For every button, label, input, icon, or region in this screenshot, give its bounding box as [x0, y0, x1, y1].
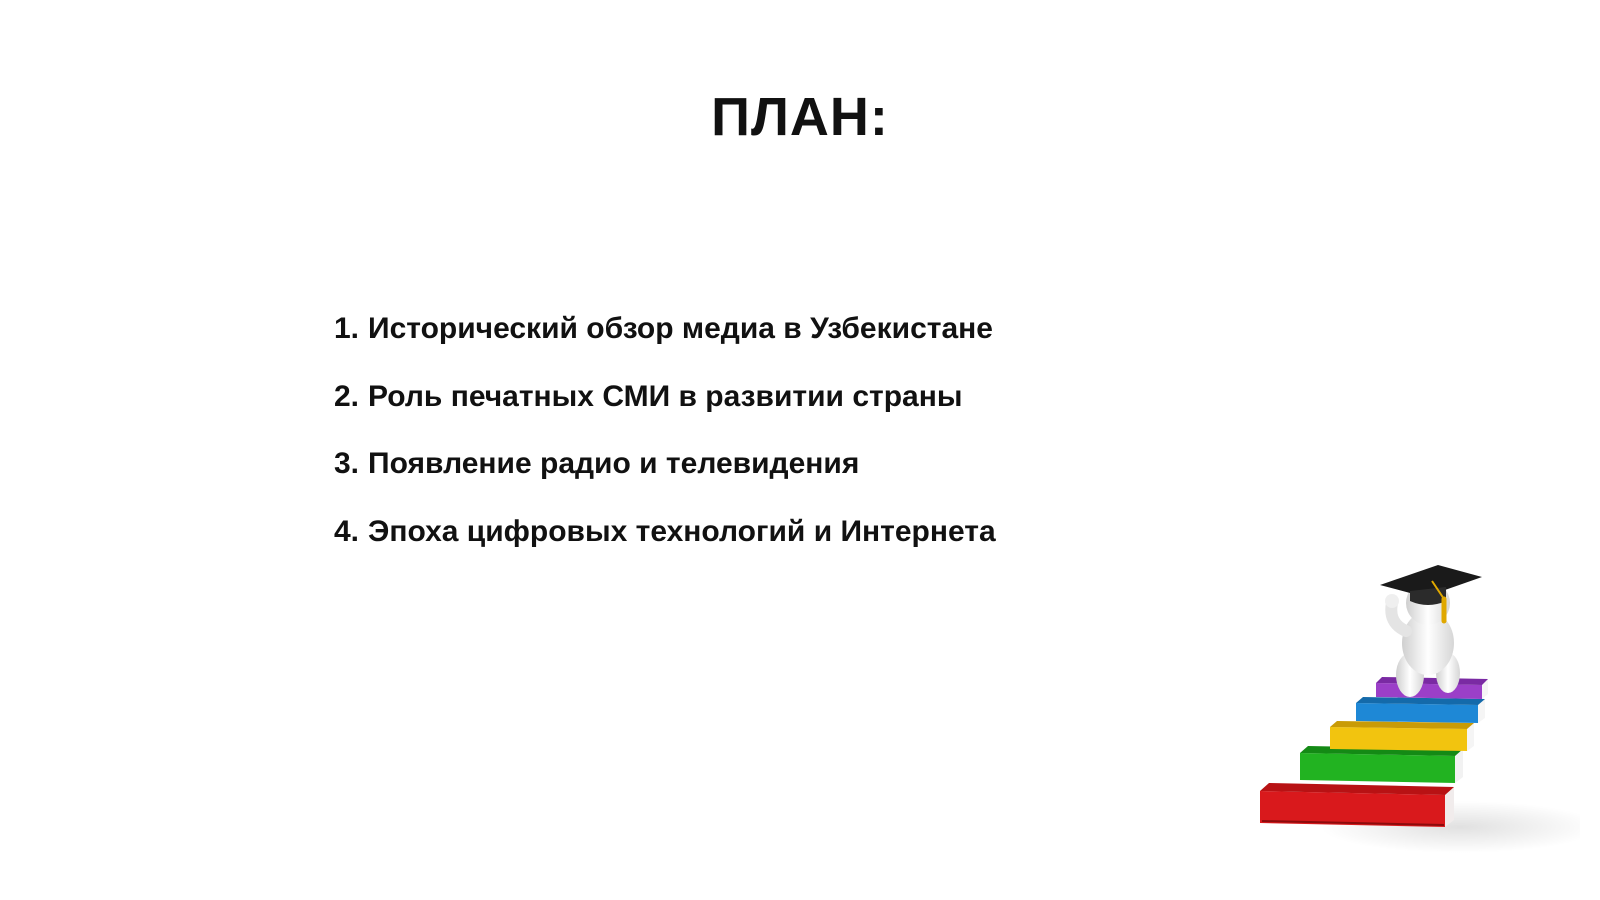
book-red	[1260, 783, 1454, 827]
plan-item-text: Эпоха цифровых технологий и Интернета	[368, 514, 996, 548]
plan-item	[334, 380, 996, 414]
plan-item-number: 4.	[334, 514, 360, 548]
book-blue	[1356, 697, 1485, 723]
plan-item-number: 2.	[334, 379, 360, 413]
plan-item	[334, 312, 996, 346]
plan-item-text: Исторический обзор медиа в Узбекистане	[368, 312, 993, 345]
plan-item-text: Роль печатных СМИ в развитии страны	[368, 379, 963, 413]
plan-item	[334, 447, 996, 481]
plan-item-text: Появление радио и телевидения	[368, 447, 860, 480]
book-yellow	[1330, 721, 1474, 751]
book-purple	[1376, 677, 1488, 699]
plan-item-number: 1.	[334, 312, 360, 345]
plan-item	[334, 515, 996, 549]
book-green	[1300, 746, 1463, 783]
plan-list	[334, 312, 996, 582]
plan-item-number: 3.	[334, 447, 360, 480]
slide-title: ПЛАН:	[711, 87, 889, 147]
graduate-on-books-icon	[1260, 565, 1580, 865]
